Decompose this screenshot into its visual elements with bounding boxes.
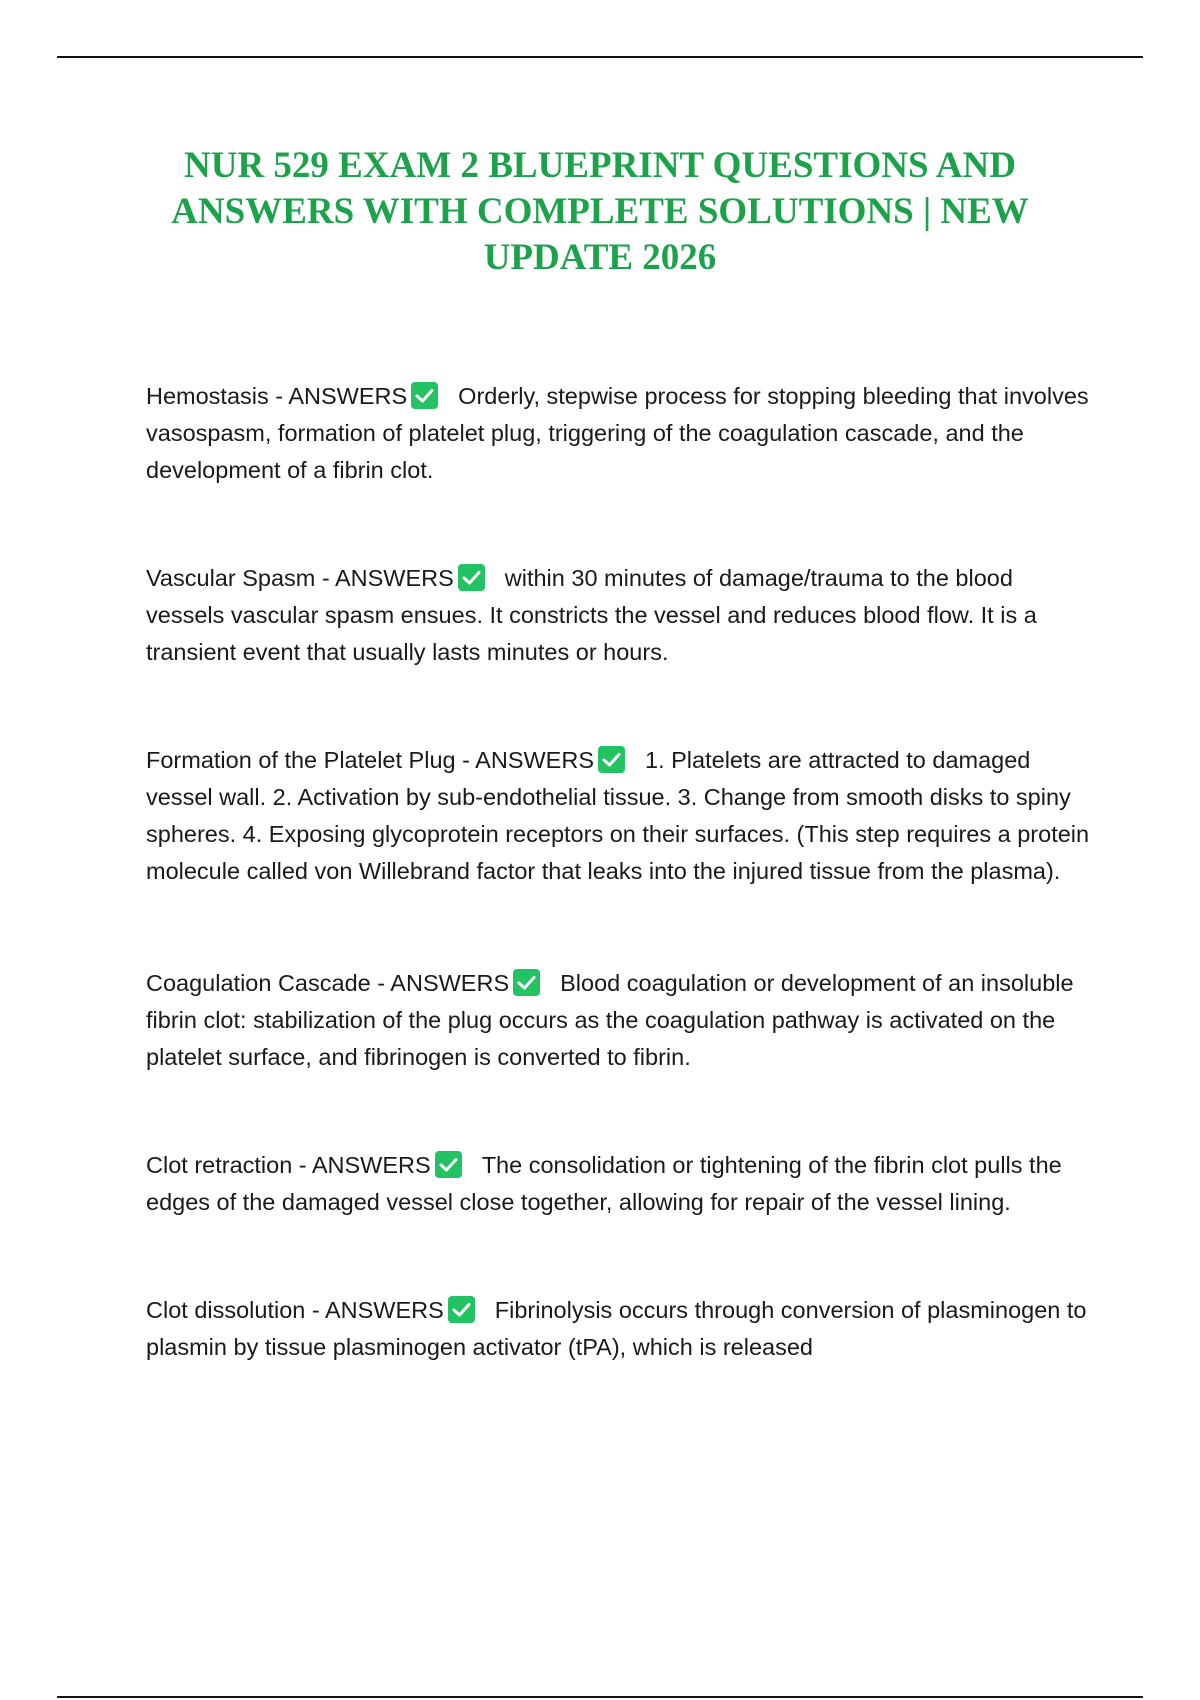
entry-answer: Orderly, stepwise process for stopping bleeding that involves vasospasm, formation of platelet plug, triggering of the coagulation cascade, and the development of a fibrin clot. [146, 383, 1089, 483]
entry-answer: Fibrinolysis occurs through conversion of plasminogen to plasmin by tissue plasminogen activator (tPA), which is released [146, 1297, 1087, 1360]
entry-answer: Blood coagulation or development of an insoluble fibrin clot: stabilization of the plug occurs as the coagulation pathway is activated on the platelet surface, and fibrinogen is converted to fibrin. [146, 970, 1074, 1070]
qa-list [146, 378, 1096, 1437]
check-mark-icon [435, 1151, 462, 1178]
qa-entry-clot-retraction [146, 1147, 1096, 1221]
entry-answer: within 30 minutes of damage/trauma to the blood vessels vascular spasm ensues. It constricts the vessel and reduces blood flow. It is a transient event that usually lasts minutes or hours. [146, 565, 1037, 665]
qa-entry-clot-dissolution [146, 1292, 1096, 1366]
qa-entry-hemostasis [146, 378, 1096, 489]
check-mark-icon [448, 1296, 475, 1323]
entry-term: Clot retraction - ANSWERS [146, 1152, 431, 1178]
entry-term: Hemostasis - ANSWERS [146, 383, 408, 409]
entry-term: Formation of the Platelet Plug - ANSWERS [146, 747, 594, 773]
entry-answer: 1. Platelets are attracted to damaged vessel wall. 2. Activation by sub-endothelial tissue. 3. Change from smooth disks to spiny spheres. 4. Exposing glycoprotein receptors on their surfaces. (This step requires a protein molecule called von Willebrand factor that leaks into the injured tissue from the plasma). [146, 747, 1090, 884]
qa-entry-vascular-spasm [146, 560, 1096, 671]
entry-term: Clot dissolution - ANSWERS [146, 1297, 444, 1323]
check-mark-icon [458, 564, 485, 591]
top-rule [57, 56, 1143, 58]
entry-term: Coagulation Cascade - ANSWERS [146, 970, 510, 996]
check-mark-icon [411, 382, 438, 409]
qa-entry-platelet-plug [146, 742, 1096, 890]
bottom-rule [57, 1696, 1143, 1698]
qa-entry-coagulation-cascade [146, 965, 1096, 1076]
check-mark-icon [513, 969, 540, 996]
entry-answer: The consolidation or tightening of the fibrin clot pulls the edges of the damaged vessel close together, allowing for repair of the vessel lining. [146, 1152, 1062, 1215]
entry-term: Vascular Spasm - ANSWERS [146, 565, 454, 591]
document-title: NUR 529 EXAM 2 BLUEPRINT QUESTIONS AND ANSWERS WITH COMPLETE SOLUTIONS | NEW UPDATE 2026 [171, 145, 1029, 278]
check-mark-icon [598, 746, 625, 773]
